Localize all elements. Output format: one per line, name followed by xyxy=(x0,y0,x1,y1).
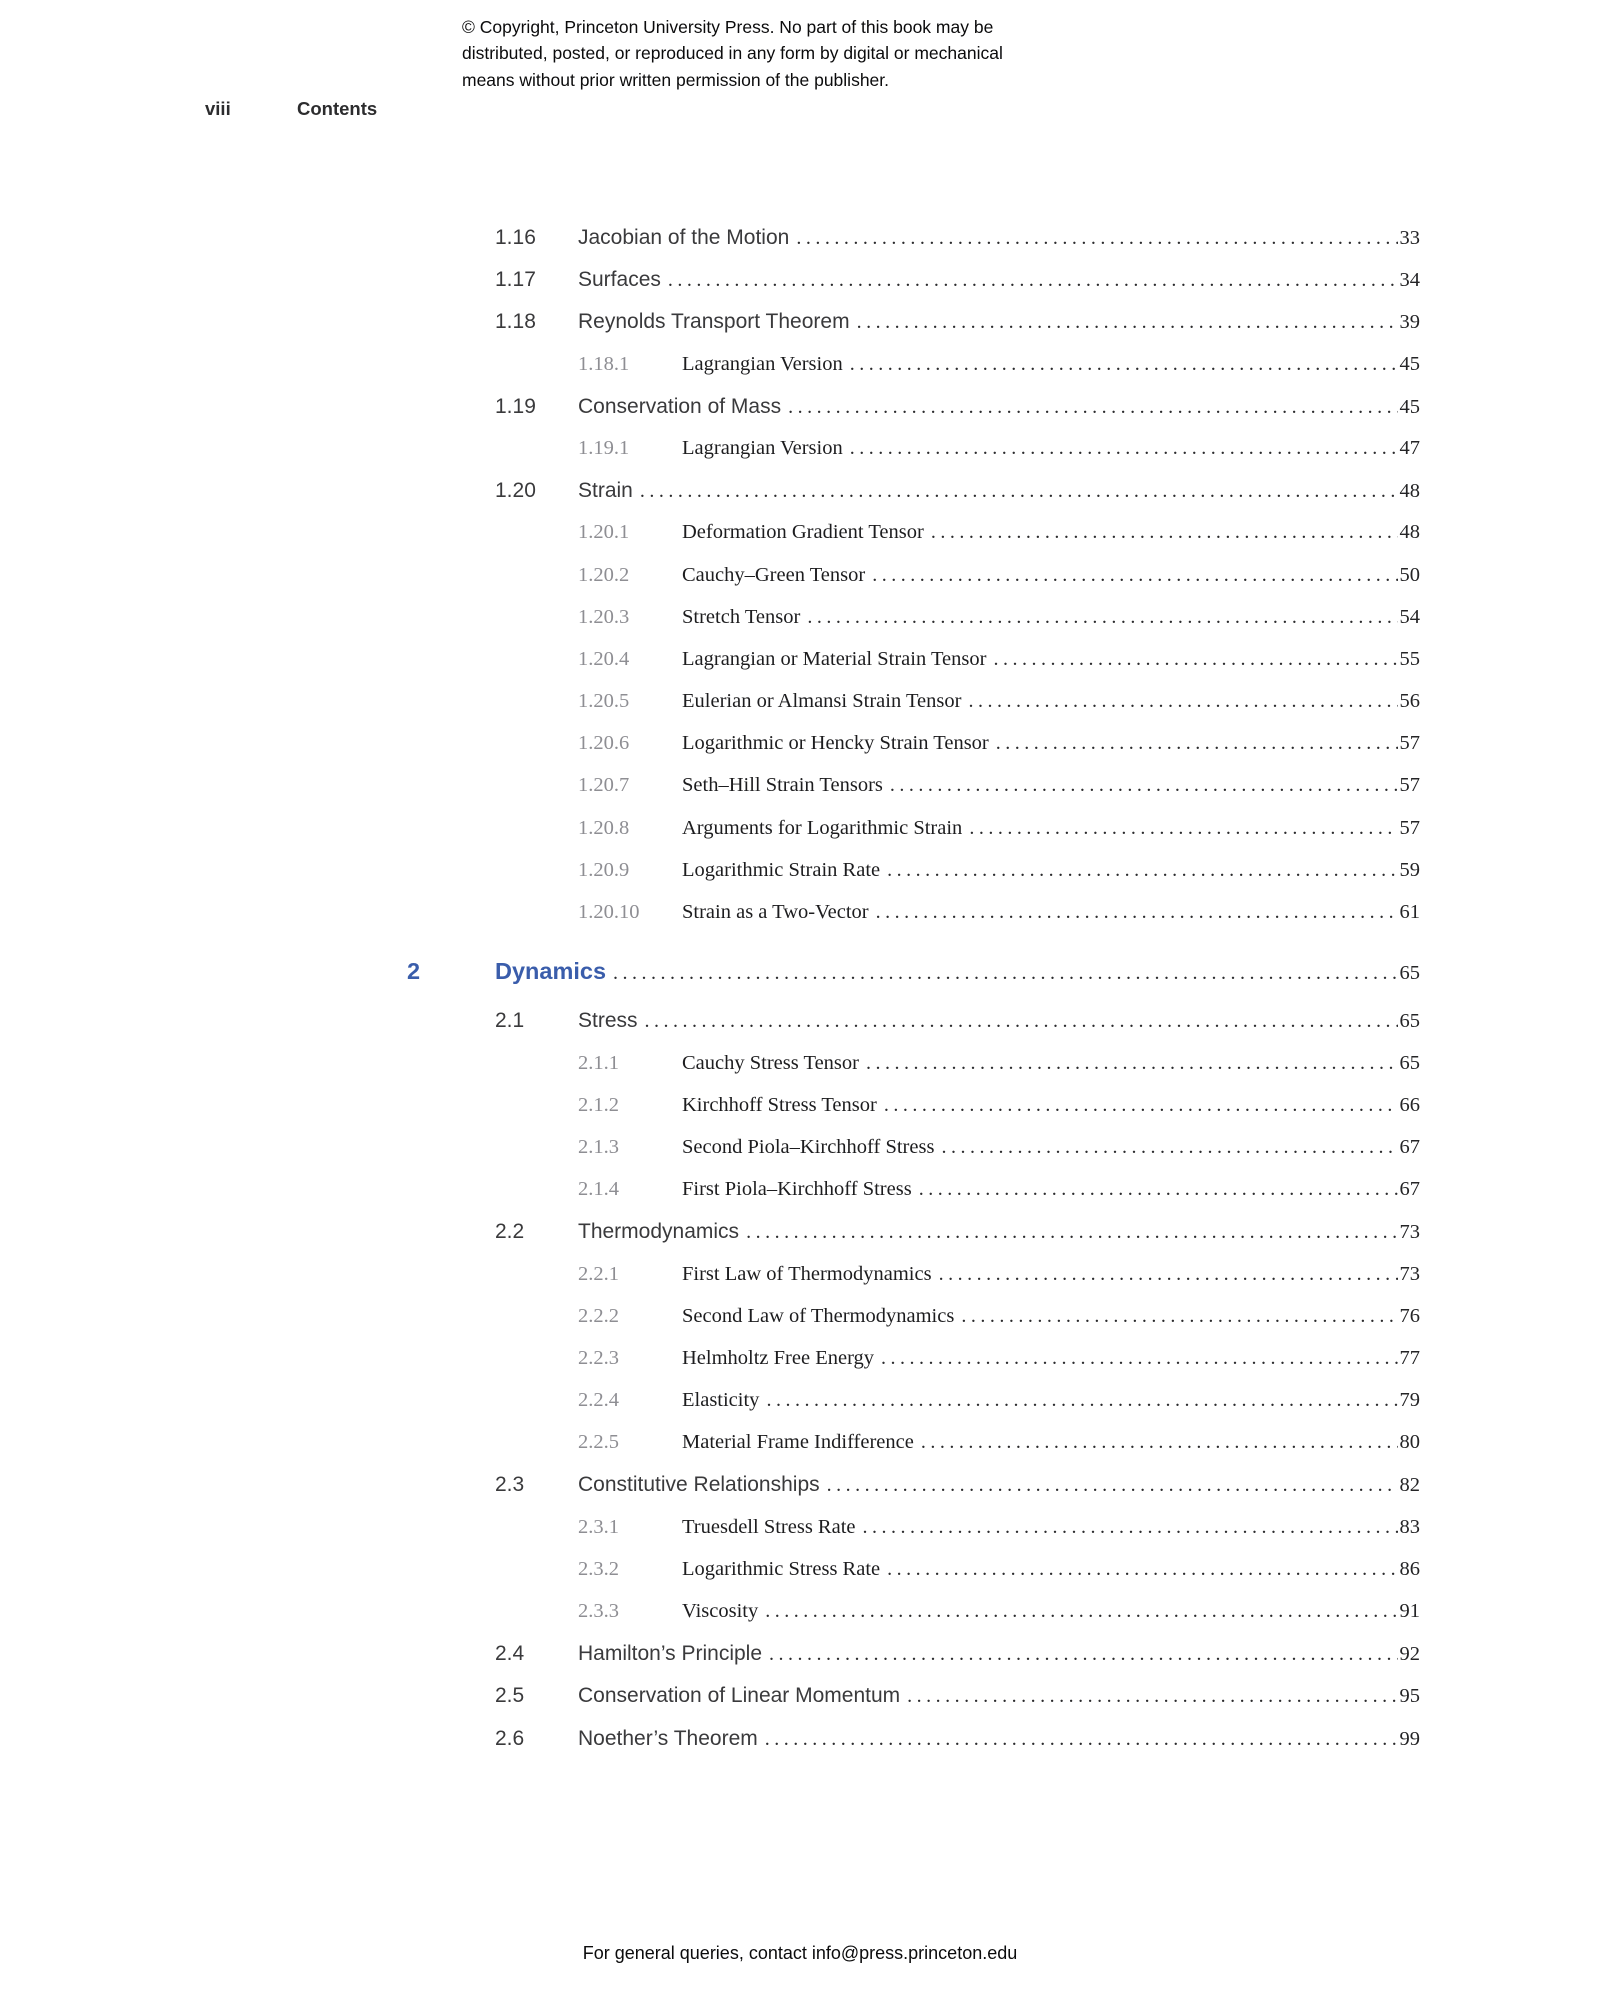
toc-entry-page: 80 xyxy=(1399,1431,1420,1454)
dot-leader xyxy=(827,1473,1398,1497)
toc-entry-page: 82 xyxy=(1399,1474,1420,1497)
toc-subsection-row xyxy=(407,1389,1420,1431)
toc-entry-page: 45 xyxy=(1399,352,1420,375)
toc-entry-title: Lagrangian Version xyxy=(682,352,843,375)
toc-section-row xyxy=(407,1220,1420,1262)
toc-entry-number: 1.20.8 xyxy=(578,816,630,839)
toc-entry-page: 59 xyxy=(1399,858,1420,881)
dot-leader xyxy=(640,479,1398,503)
toc-entry-page: 45 xyxy=(1399,395,1420,418)
dot-leader xyxy=(765,1600,1397,1623)
dot-leader xyxy=(769,1642,1397,1666)
dot-leader xyxy=(613,958,1397,985)
toc-entry-page: 95 xyxy=(1399,1685,1420,1708)
toc-entry-page: 73 xyxy=(1399,1221,1420,1244)
toc-entry-number: 2.5 xyxy=(495,1684,525,1708)
toc-entry-number: 2.2.4 xyxy=(578,1389,619,1412)
toc-subsection-row xyxy=(407,732,1420,774)
dot-leader xyxy=(887,1558,1397,1581)
toc-entry-number: 2.2.3 xyxy=(578,1346,619,1369)
toc-entry-number: 1.20.1 xyxy=(578,521,630,544)
toc-entry-title: First Piola–Kirchhoff Stress xyxy=(682,1178,912,1201)
toc-entry-title: Surfaces xyxy=(578,268,661,292)
dot-leader xyxy=(921,1431,1398,1454)
toc-subsection-row xyxy=(407,1178,1420,1220)
toc-subsection-row xyxy=(407,774,1420,816)
toc-entry-number: 1.20.2 xyxy=(578,563,630,586)
toc-entry-page: 79 xyxy=(1399,1389,1420,1412)
copyright-notice xyxy=(462,14,1202,93)
toc-entry-number: 1.20.9 xyxy=(578,858,630,881)
toc-entry-title: Logarithmic or Hencky Strain Tensor xyxy=(682,732,989,755)
toc-entry-title: Seth–Hill Strain Tensors xyxy=(682,774,883,797)
toc-subsection-row xyxy=(407,1263,1420,1305)
toc-entry-page: 50 xyxy=(1399,563,1420,586)
dot-leader xyxy=(907,1684,1397,1708)
toc-entry-page: 33 xyxy=(1399,227,1420,249)
toc-section-row xyxy=(407,1473,1420,1515)
toc-entry-page: 48 xyxy=(1399,521,1420,544)
toc-entry-title: Conservation of Linear Momentum xyxy=(578,1684,901,1708)
toc-entry-number: 2.6 xyxy=(495,1726,525,1750)
toc-subsection-row xyxy=(407,817,1420,859)
dot-leader xyxy=(863,1516,1398,1539)
toc-subsection-row xyxy=(407,353,1420,395)
toc-section-row xyxy=(407,395,1420,437)
toc-entry-title: Lagrangian or Material Strain Tensor xyxy=(682,647,987,670)
toc-entry-page: 61 xyxy=(1399,901,1420,923)
dot-leader xyxy=(939,1263,1398,1286)
dot-leader xyxy=(766,1389,1397,1412)
toc-entry-title: Thermodynamics xyxy=(578,1220,740,1244)
dot-leader xyxy=(866,1052,1398,1075)
toc-entry-number: 2.1.1 xyxy=(578,1051,619,1074)
dot-leader xyxy=(887,859,1397,882)
toc-entry-number: 2.3.3 xyxy=(578,1600,619,1622)
toc-subsection-row xyxy=(407,1516,1420,1558)
toc-entry-number: 1.20.4 xyxy=(578,647,630,670)
toc-entry-title: Reynolds Transport Theorem xyxy=(578,310,850,334)
copyright-line: distributed, posted, or reproduced in any form by digital or mechanical xyxy=(462,43,1003,64)
toc-entry-title: Logarithmic Stress Rate xyxy=(682,1557,881,1580)
copyright-line: © Copyright, Princeton University Press. No part of this book may be xyxy=(462,17,994,37)
toc-entry-number: 1.16 xyxy=(495,226,536,249)
running-head xyxy=(205,98,377,120)
dot-leader xyxy=(969,817,1397,840)
dot-leader xyxy=(872,564,1397,587)
dot-leader xyxy=(961,1305,1397,1328)
toc-entry-number: 2.1.4 xyxy=(578,1178,619,1201)
toc-chapter-row xyxy=(407,958,1420,1000)
toc-entry-page: 91 xyxy=(1399,1600,1420,1622)
toc-subsection-row xyxy=(407,1136,1420,1178)
toc-entry-page: 65 xyxy=(1399,962,1420,985)
toc-subsection-row xyxy=(407,1347,1420,1389)
dot-leader xyxy=(876,901,1398,924)
toc-entry-title: Truesdell Stress Rate xyxy=(682,1515,856,1538)
copyright-line: means without prior written permission of the publisher. xyxy=(462,69,890,90)
toc-entry-title: Kirchhoff Stress Tensor xyxy=(682,1093,877,1116)
dot-leader xyxy=(796,226,1397,250)
toc-entry-title: Arguments for Logarithmic Strain xyxy=(682,816,963,839)
toc-entry-number: 1.20.6 xyxy=(578,732,630,755)
dot-leader xyxy=(788,395,1397,419)
toc-section-row xyxy=(407,310,1420,352)
toc-entry-page: 86 xyxy=(1399,1557,1420,1580)
toc-entry-title: Noether’s Theorem xyxy=(578,1726,758,1750)
toc-entry-number: 1.20.3 xyxy=(578,605,630,628)
dot-leader xyxy=(857,310,1398,334)
toc-subsection-row xyxy=(407,859,1420,901)
toc-entry-number: 2.3.1 xyxy=(578,1515,619,1538)
dot-leader xyxy=(850,353,1398,376)
dot-leader xyxy=(645,1009,1398,1033)
toc-entry-title: Strain as a Two-Vector xyxy=(682,901,869,923)
toc-entry-number: 2.2.5 xyxy=(578,1431,619,1454)
toc-entry-number: 1.19 xyxy=(495,394,536,418)
toc-entry-page: 47 xyxy=(1399,436,1420,459)
toc-entry-number: 2.2.1 xyxy=(578,1262,619,1285)
toc-section-row xyxy=(407,479,1420,521)
toc-entry-page: 67 xyxy=(1399,1135,1420,1158)
toc-entry-number: 2.1 xyxy=(495,1009,525,1033)
toc-entry-number: 1.20.7 xyxy=(578,774,630,797)
toc-entry-page: 73 xyxy=(1399,1262,1420,1285)
toc-entry-title: Cauchy–Green Tensor xyxy=(682,563,866,586)
toc-section-row xyxy=(407,1684,1420,1726)
toc-entry-title: First Law of Thermodynamics xyxy=(682,1262,932,1285)
toc-entry-title: Lagrangian Version xyxy=(682,436,843,459)
dot-leader xyxy=(850,437,1398,460)
toc-subsection-row xyxy=(407,606,1420,648)
toc-subsection-row xyxy=(407,901,1420,943)
toc-entry-page: 92 xyxy=(1399,1643,1420,1666)
toc-entry-title: Constitutive Relationships xyxy=(578,1473,820,1497)
toc-entry-title: Elasticity xyxy=(682,1389,760,1412)
toc-entry-number: 1.17 xyxy=(495,268,536,292)
dot-leader xyxy=(668,268,1398,292)
toc-subsection-row xyxy=(407,1052,1420,1094)
toc-entry-page: 34 xyxy=(1399,269,1420,292)
toc-section-row xyxy=(407,1009,1420,1051)
toc-entry-number: 1.20.10 xyxy=(578,901,640,923)
dot-leader xyxy=(996,732,1398,755)
dot-leader xyxy=(807,606,1397,629)
toc-entry-page: 77 xyxy=(1399,1346,1420,1369)
toc-entry-page: 76 xyxy=(1399,1304,1420,1327)
dot-leader xyxy=(968,690,1397,713)
toc-subsection-row xyxy=(407,1600,1420,1642)
toc-entry-number: 1.20 xyxy=(495,479,536,503)
toc-subsection-row xyxy=(407,1558,1420,1600)
dot-leader xyxy=(941,1136,1397,1159)
toc-entry-number: 2.2 xyxy=(495,1220,525,1244)
toc-entry-title: Cauchy Stress Tensor xyxy=(682,1051,859,1074)
toc-entry-page: 54 xyxy=(1399,605,1420,628)
toc-subsection-row xyxy=(407,564,1420,606)
toc-entry-title: Stress xyxy=(578,1009,638,1033)
toc-entry-number: 2.3.2 xyxy=(578,1557,619,1580)
toc-subsection-row xyxy=(407,690,1420,732)
toc-entry-number: 2.4 xyxy=(495,1642,525,1666)
toc-entry-title: Second Law of Thermodynamics xyxy=(682,1304,955,1327)
dot-leader xyxy=(746,1220,1397,1244)
toc-subsection-row xyxy=(407,1305,1420,1347)
dot-leader xyxy=(881,1347,1397,1370)
toc-entry-page: 55 xyxy=(1399,647,1420,670)
toc-entry-page: 39 xyxy=(1399,311,1420,334)
toc-entry-title: Conservation of Mass xyxy=(578,394,782,418)
running-head-title: Contents xyxy=(297,98,378,119)
toc-entry-number: 2.1.2 xyxy=(578,1093,619,1116)
toc-subsection-row xyxy=(407,648,1420,690)
toc-entry-page: 48 xyxy=(1399,480,1420,503)
toc-entry-number: 2.1.3 xyxy=(578,1135,619,1158)
toc-subsection-row xyxy=(407,521,1420,563)
dot-leader xyxy=(919,1178,1398,1201)
toc-subsection-row xyxy=(407,1431,1420,1473)
dot-leader xyxy=(884,1094,1398,1117)
toc-entry-title: Logarithmic Strain Rate xyxy=(682,858,881,881)
toc-entry-title: Helmholtz Free Energy xyxy=(682,1346,875,1369)
toc-subsection-row xyxy=(407,1094,1420,1136)
toc-entry-page: 65 xyxy=(1399,1051,1420,1074)
toc-entry-page: 66 xyxy=(1399,1093,1420,1116)
toc-entry-page: 57 xyxy=(1399,732,1420,755)
toc-entry-title: Second Piola–Kirchhoff Stress xyxy=(682,1135,935,1158)
toc-entry-title: Hamilton’s Principle xyxy=(578,1642,763,1666)
toc-section-row xyxy=(407,1727,1420,1769)
toc-entry-page: 65 xyxy=(1399,1010,1420,1033)
toc-entry-number: 2 xyxy=(407,958,421,985)
toc-section-row xyxy=(407,226,1420,268)
toc-entry-title: Dynamics xyxy=(495,958,607,985)
toc-entry-number: 1.18 xyxy=(495,310,536,334)
toc-entry-number: 1.18.1 xyxy=(578,352,630,375)
toc-entry-number: 2.3 xyxy=(495,1473,525,1497)
dot-leader xyxy=(993,648,1397,671)
toc-entry-page: 57 xyxy=(1399,816,1420,839)
toc-entry-page: 99 xyxy=(1399,1727,1420,1750)
page-footer: For general queries, contact info@press.princeton.edu xyxy=(582,1943,1018,1963)
toc-entry-page: 57 xyxy=(1399,774,1420,797)
toc-entry-page: 56 xyxy=(1399,690,1420,713)
table-of-contents xyxy=(407,226,1420,1769)
toc-entry-title: Strain xyxy=(578,479,633,503)
toc-entry-page: 67 xyxy=(1399,1178,1420,1201)
toc-entry-number: 1.20.5 xyxy=(578,690,630,713)
toc-entry-title: Material Frame Indifference xyxy=(682,1431,914,1454)
toc-entry-title: Jacobian of the Motion xyxy=(578,226,790,249)
toc-entry-title: Deformation Gradient Tensor xyxy=(682,521,924,544)
toc-subsection-row xyxy=(407,437,1420,479)
toc-entry-title: Stretch Tensor xyxy=(682,605,801,628)
toc-entry-number: 1.19.1 xyxy=(578,436,630,459)
toc-entry-page: 83 xyxy=(1399,1515,1420,1538)
toc-section-row xyxy=(407,268,1420,310)
toc-entry-title: Viscosity xyxy=(682,1600,759,1622)
toc-entry-number: 2.2.2 xyxy=(578,1304,619,1327)
dot-leader xyxy=(931,521,1398,544)
toc-section-row xyxy=(407,1642,1420,1684)
dot-leader xyxy=(890,774,1398,797)
dot-leader xyxy=(765,1727,1398,1751)
page-folio: viii xyxy=(205,98,231,119)
toc-entry-title: Eulerian or Almansi Strain Tensor xyxy=(682,690,962,713)
